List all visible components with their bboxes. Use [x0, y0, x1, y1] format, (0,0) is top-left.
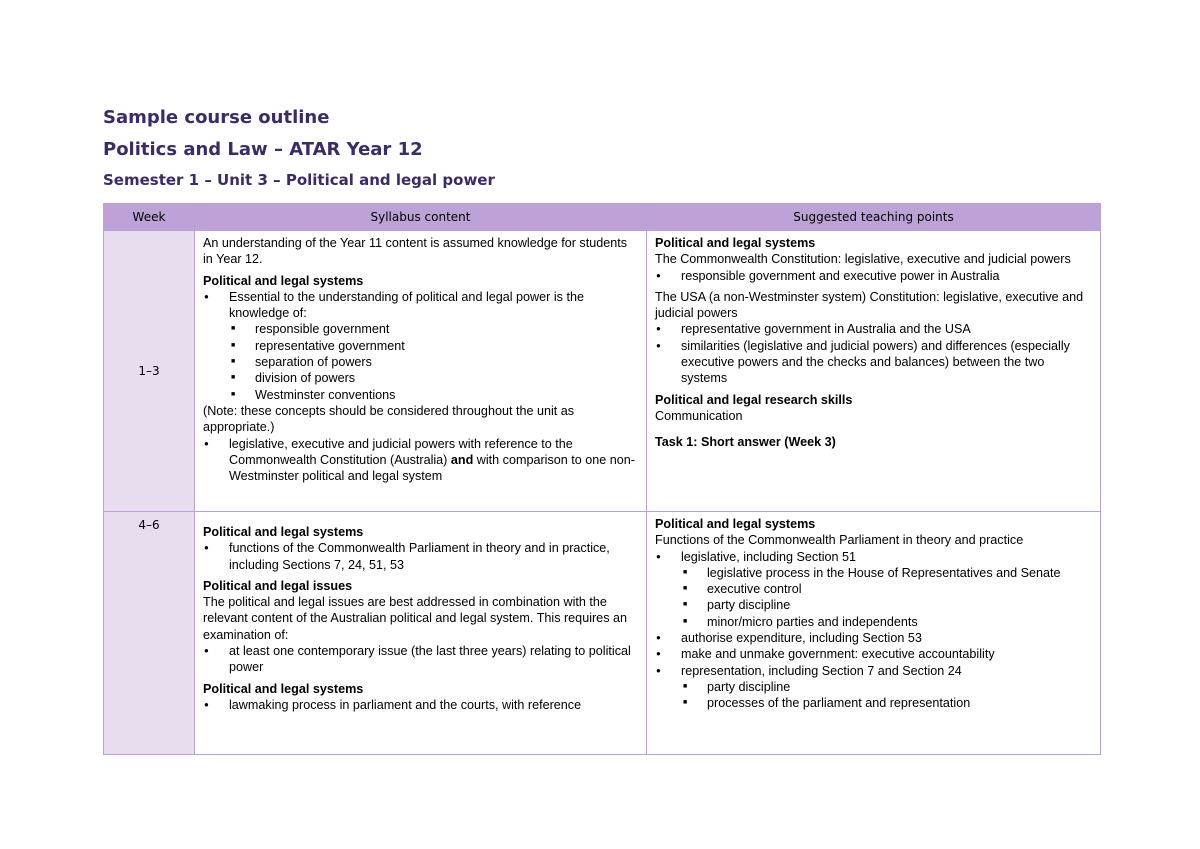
syllabus-list	[203, 436, 638, 485]
task-label: Task 1: Short answer (Week 3)	[655, 435, 836, 450]
teaching-paragraph: The USA (a non-Westminster system) Constitution: legislative, executive and judicial powers	[655, 289, 1084, 321]
list-subitem: ■ processes of the parliament and representation	[655, 695, 1092, 711]
list-item: ● Essential to the understanding of political and legal power is the knowledge of:	[203, 289, 638, 322]
list-subitem: ■ division of powers	[203, 370, 638, 386]
document-subtitle: Politics and Law – ATAR Year 12	[103, 139, 423, 160]
teaching-paragraph: Functions of the Commonwealth Parliament in theory and practice	[655, 533, 1024, 548]
list-subitem: ■ separation of powers	[203, 354, 638, 370]
list-subitem: ■ party discipline	[655, 597, 1092, 613]
teaching-subheading: Political and legal research skills	[655, 392, 853, 407]
list-item: ● lawmaking process in parliament and the courts, with reference	[203, 697, 638, 713]
teaching-paragraph: Communication	[655, 408, 743, 423]
syllabus-intro: An understanding of the Year 11 content is assumed knowledge for students in Year 12.	[203, 236, 628, 267]
list-subitem: ■ legislative process in the House of Representatives and Senate	[655, 565, 1092, 581]
syllabus-note: (Note: these concepts should be considered throughout the unit as appropriate.)	[203, 403, 575, 435]
list-subitem: ■ responsible government	[203, 321, 638, 337]
teaching-subheading: Political and legal systems	[655, 236, 816, 250]
header-week: Week	[104, 204, 195, 231]
teaching-subheading: Political and legal systems	[655, 517, 816, 531]
list-subitem: ■ party discipline	[655, 679, 1092, 695]
teaching-cell	[647, 231, 1101, 512]
list-item: ● authorise expenditure, including Section 53	[655, 630, 1092, 646]
teaching-list	[655, 321, 1092, 386]
list-item-text: with comparison to one non-Westminster political and legal system	[229, 452, 635, 484]
syllabus-cell	[195, 512, 647, 755]
syllabus-list	[203, 697, 638, 713]
syllabus-paragraph: The political and legal issues are best addressed in combination with the relevant content of the Australian political and legal system. This requires an examination of:	[203, 595, 627, 642]
list-item-text: legislative, executive and judicial powers with reference to the Commonwealth Constitution (Australia)	[229, 436, 573, 467]
document-headings	[103, 104, 495, 190]
list-item: ● make and unmake government: executive accountability	[655, 646, 1092, 662]
table-row	[104, 231, 1101, 512]
list-item	[203, 436, 638, 485]
table-row	[104, 512, 1101, 755]
list-item: ● legislative, including Section 51	[655, 549, 1092, 565]
list-subitem: ■ representative government	[203, 338, 638, 354]
table-header-row	[104, 204, 1101, 231]
list-subitem: ■ executive control	[655, 581, 1092, 597]
course-outline-table	[103, 203, 1101, 755]
week-cell	[104, 512, 195, 755]
syllabus-subheading: Political and legal systems	[203, 525, 364, 539]
syllabus-list	[203, 289, 638, 403]
list-item: ● at least one contemporary issue (the last three years) relating to political power	[203, 643, 638, 676]
list-subitem: ■ Westminster conventions	[203, 387, 638, 403]
teaching-list	[655, 549, 1092, 712]
list-item: ● similarities (legislative and judicial powers) and differences (especially executive powers and the checks and balances) between the two systems	[655, 338, 1092, 387]
week-cell	[104, 231, 195, 512]
section-heading: Semester 1 – Unit 3 – Political and legal power	[103, 171, 495, 189]
list-item: ● responsible government and executive power in Australia	[655, 268, 1092, 284]
syllabus-list	[203, 643, 638, 676]
list-item: ● functions of the Commonwealth Parliament in theory and in practice, including Sections 7, 24, 51, 53	[203, 540, 638, 573]
list-item: ● representation, including Section 7 and Section 24	[655, 663, 1092, 679]
teaching-cell	[647, 512, 1101, 755]
week-label: 4–6	[138, 518, 160, 532]
syllabus-cell	[195, 231, 647, 512]
syllabus-subheading: Political and legal systems	[203, 681, 364, 696]
header-teaching-points: Suggested teaching points	[647, 204, 1101, 231]
syllabus-subheading: Political and legal issues	[203, 578, 353, 593]
list-item: ● representative government in Australia and the USA	[655, 321, 1092, 337]
syllabus-list	[203, 540, 638, 573]
document-title: Sample course outline	[103, 107, 330, 128]
list-item-emphasis: and	[450, 452, 474, 467]
week-label: 1–3	[138, 364, 160, 378]
teaching-paragraph: The Commonwealth Constitution: legislative, executive and judicial powers	[655, 252, 1071, 267]
header-syllabus-content: Syllabus content	[195, 204, 647, 231]
teaching-list	[655, 268, 1092, 284]
syllabus-subheading: Political and legal systems	[203, 273, 364, 288]
list-subitem: ■ minor/micro parties and independents	[655, 614, 1092, 630]
